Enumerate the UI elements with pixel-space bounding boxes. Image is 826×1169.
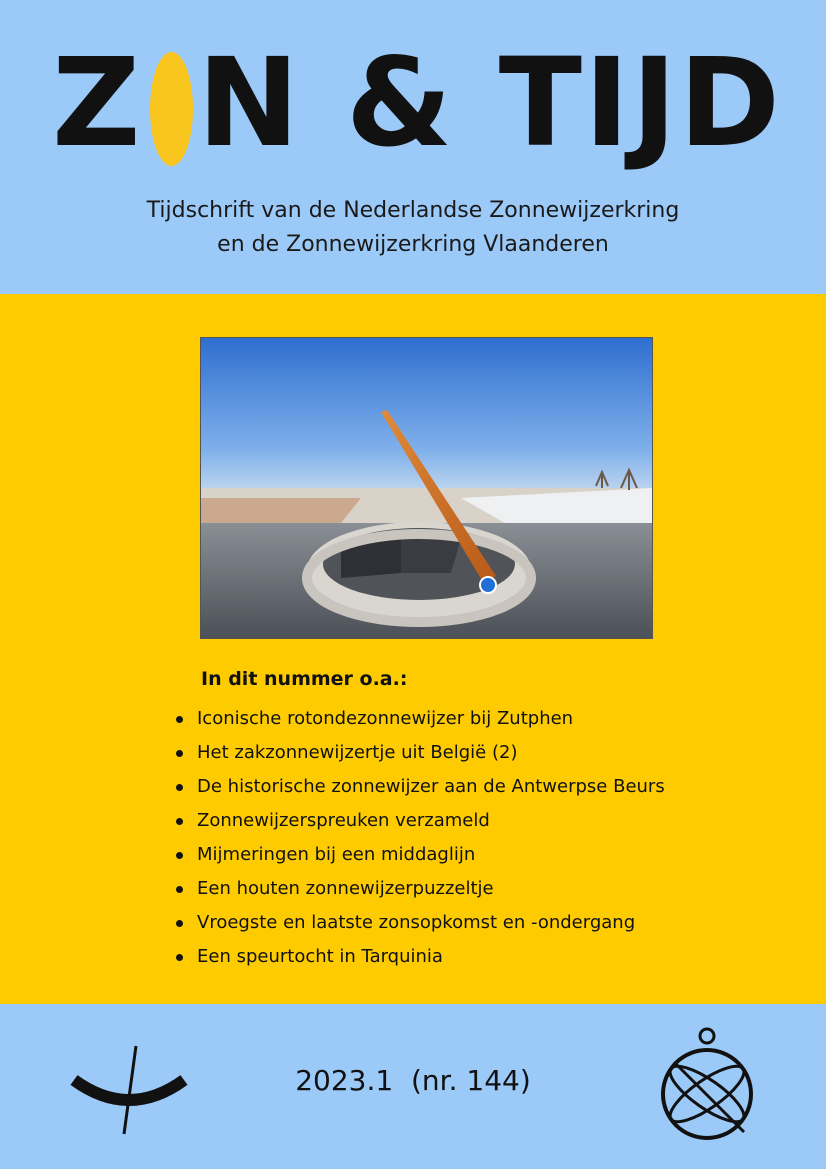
subtitle-line-1: Tijdschrift van de Nederlandse Zonnewijzerkring bbox=[146, 198, 680, 223]
issue-number: 2023.1 (nr. 144) bbox=[295, 1064, 531, 1097]
list-item-label: Mijmeringen bij een middaglijn bbox=[197, 844, 476, 865]
bullet-icon bbox=[176, 750, 183, 757]
bullet-icon bbox=[176, 784, 183, 791]
armillary-sphere-icon bbox=[652, 1024, 762, 1159]
list-item-label: Zonnewijzerspreuken verzameld bbox=[197, 810, 490, 831]
list-item bbox=[174, 773, 665, 807]
bullet-icon bbox=[176, 886, 183, 893]
subtitle-line-2: en de Zonnewijzerkring Vlaanderen bbox=[217, 232, 609, 257]
sun-icon bbox=[150, 52, 193, 166]
list-item bbox=[174, 739, 665, 773]
list-item-label: De historische zonnewijzer aan de Antwerpse Beurs bbox=[197, 776, 665, 797]
bullet-icon bbox=[176, 716, 183, 723]
contents-list bbox=[174, 705, 665, 977]
list-item bbox=[174, 807, 665, 841]
list-item-label: Iconische rotondezonnewijzer bij Zutphen bbox=[197, 708, 574, 729]
list-item bbox=[174, 875, 665, 909]
list-item bbox=[174, 909, 665, 943]
bullet-icon bbox=[176, 954, 183, 961]
bullet-icon bbox=[176, 920, 183, 927]
list-item-label: Het zakzonnewijzertje uit België (2) bbox=[197, 742, 518, 763]
roundabout-sundial-photo bbox=[201, 338, 652, 638]
list-item bbox=[174, 841, 665, 875]
list-item-label: Vroegste en laatste zonsopkomst en -ondergang bbox=[197, 912, 636, 933]
masthead-rest: N & TIJD bbox=[197, 32, 782, 174]
list-item bbox=[174, 943, 665, 977]
bullet-icon bbox=[176, 852, 183, 859]
cover-photo bbox=[200, 337, 653, 639]
masthead-letter-z: Z bbox=[52, 32, 143, 174]
list-item-label: Een houten zonnewijzerpuzzeltje bbox=[197, 878, 494, 899]
list-item bbox=[174, 705, 665, 739]
bullet-icon bbox=[176, 818, 183, 825]
contents-heading: In dit nummer o.a.: bbox=[201, 668, 408, 690]
subtitle bbox=[0, 194, 826, 262]
list-item-label: Een speurtocht in Tarquinia bbox=[197, 946, 443, 967]
masthead-title bbox=[52, 32, 782, 174]
